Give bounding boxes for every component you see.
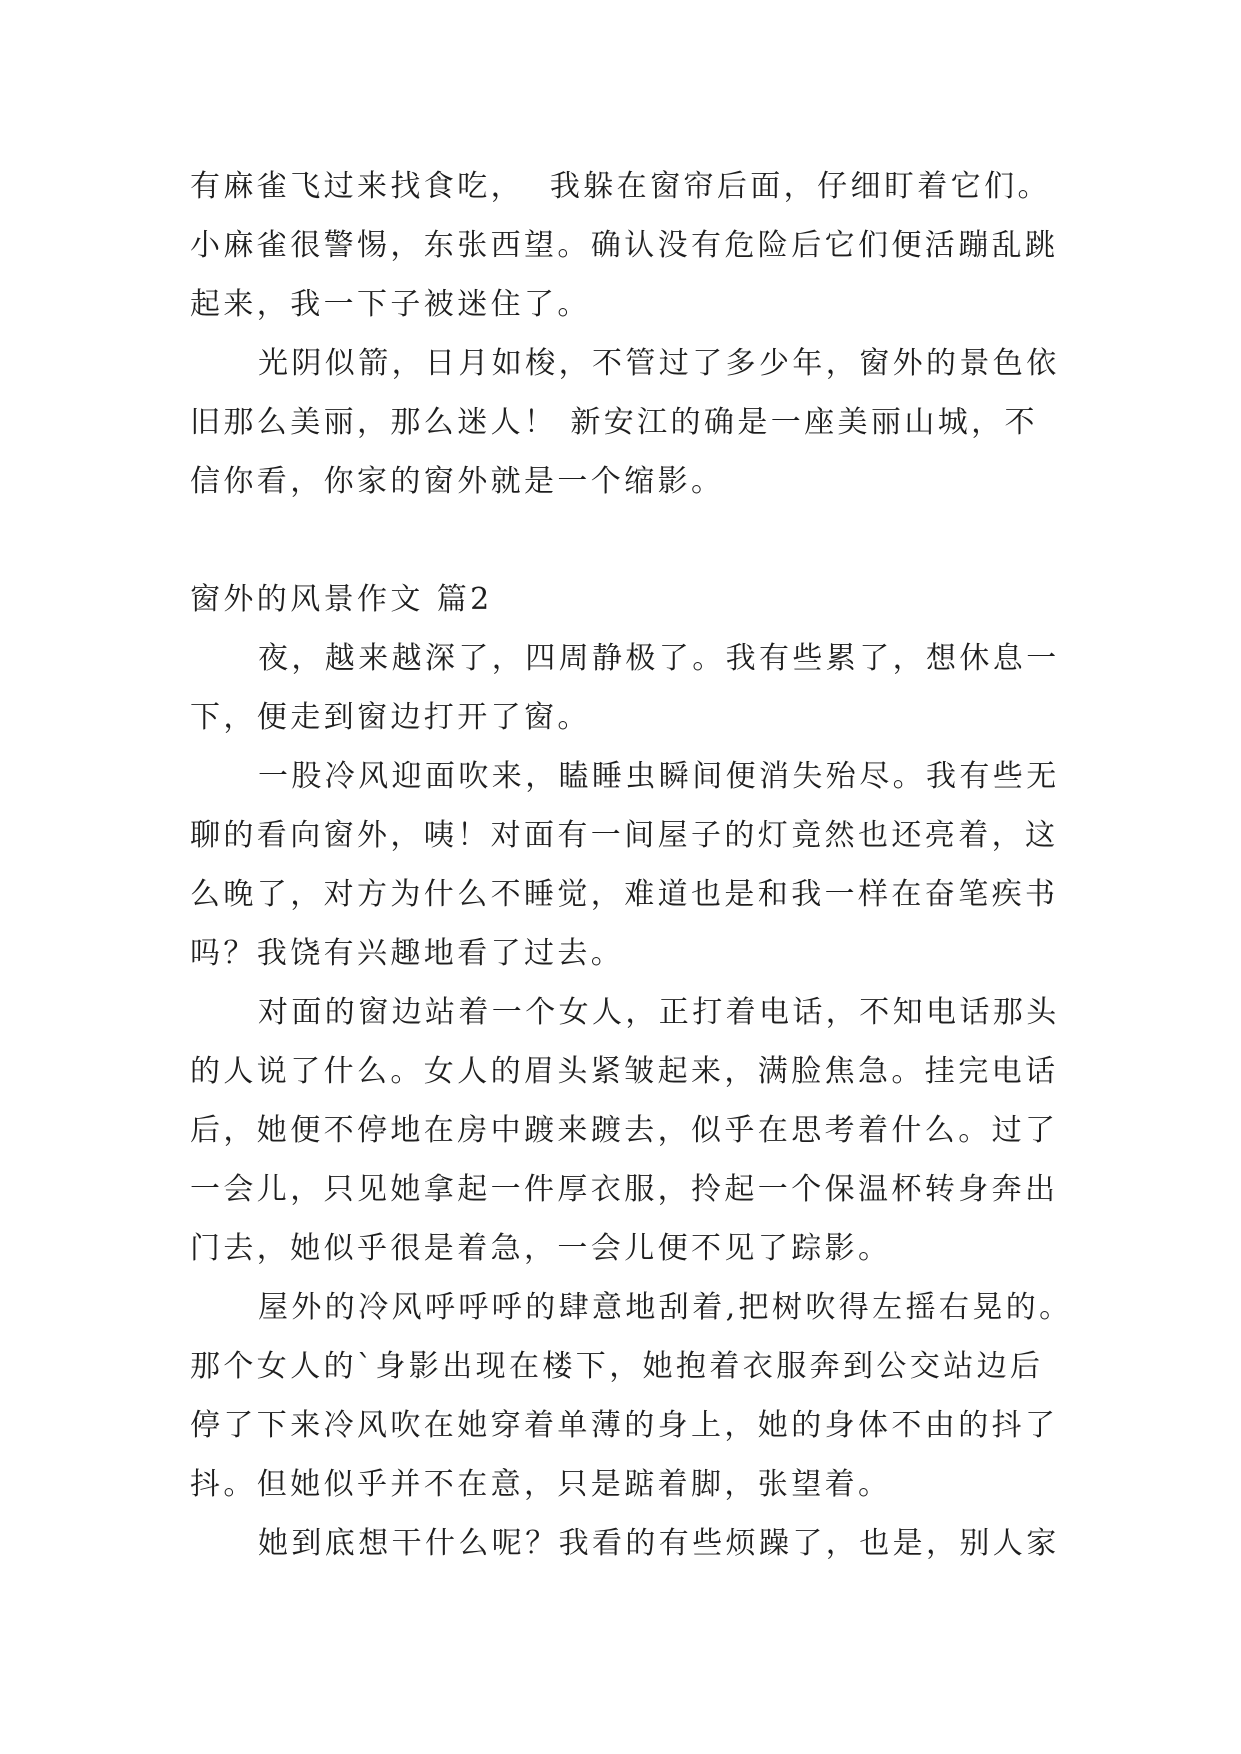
text-line: 小麻雀很警惕，东张西望。确认没有危险后它们便活蹦乱跳: [190, 228, 1059, 263]
text-line: 她到底想干什么呢？我看的有些烦躁了，也是，别人家: [258, 1526, 1060, 1561]
paragraph: [190, 747, 1060, 983]
text-line: 抖。但她似乎并不在意，只是踮着脚，张望着。: [190, 1467, 892, 1502]
text-line: 的人说了什么。女人的眉头紧皱起来，满脸焦急。挂完电话: [190, 1054, 1059, 1089]
text-line: 一会儿，只见她拿起一件厚衣服，拎起一个保温杯转身奔出: [190, 1172, 1059, 1207]
text-line: 停了下来冷风吹在她穿着单薄的身上，她的身体不由的抖了: [190, 1408, 1059, 1443]
text-line: 么晚了，对方为什么不睡觉，难道也是和我一样在奋笔疾书: [190, 877, 1059, 912]
text-line: 起来，我一下子被迷住了。: [190, 287, 591, 322]
text-line: 信你看，你家的窗外就是一个缩影。: [190, 464, 725, 499]
text-line: 聊的看向窗外，咦！对面有一间屋子的灯竟然也还亮着，这: [190, 818, 1059, 853]
text-line: 对面的窗边站着一个女人，正打着电话，不知电话那头: [258, 995, 1060, 1030]
text-line: 门去，她似乎很是着急，一会儿便不见了踪影。: [190, 1231, 892, 1266]
text-line: 旧那么美丽，那么迷人！ 新安江的确是一座美丽山城，不: [190, 405, 1038, 440]
section-title: 窗外的风景作文 篇2: [190, 582, 493, 617]
paragraph: [190, 157, 1060, 334]
paragraph: [190, 1278, 1073, 1514]
document-body: [190, 157, 1073, 1573]
text-line: 屋外的冷风呼呼呼的肆意地刮着,把树吹得左摇右晃的。: [258, 1290, 1073, 1325]
text-line: 光阴似箭，日月如梭，不管过了多少年，窗外的景色依: [258, 346, 1060, 381]
text-line: 下，便走到窗边打开了窗。: [190, 700, 591, 735]
text-line: 吗？我饶有兴趣地看了过去。: [190, 936, 625, 971]
text-line: 那个女人的`身影出现在楼下，她抱着衣服奔到公交站边后: [190, 1349, 1044, 1384]
paragraph: [190, 1514, 1060, 1573]
paragraph: [190, 983, 1060, 1278]
paragraph: [190, 334, 1060, 511]
blank-line: [190, 511, 1060, 570]
text-line: 后，她便不停地在房中踱来踱去，似乎在思考着什么。过了: [190, 1113, 1059, 1148]
text-line: 夜，越来越深了，四周静极了。我有些累了，想休息一: [258, 641, 1060, 676]
text-line: 一股冷风迎面吹来，瞌睡虫瞬间便消失殆尽。我有些无: [258, 759, 1060, 794]
paragraph: [190, 629, 1060, 747]
text-line: 有麻雀飞过来找食吃， 我躲在窗帘后面，仔细盯着它们。: [190, 169, 1051, 204]
